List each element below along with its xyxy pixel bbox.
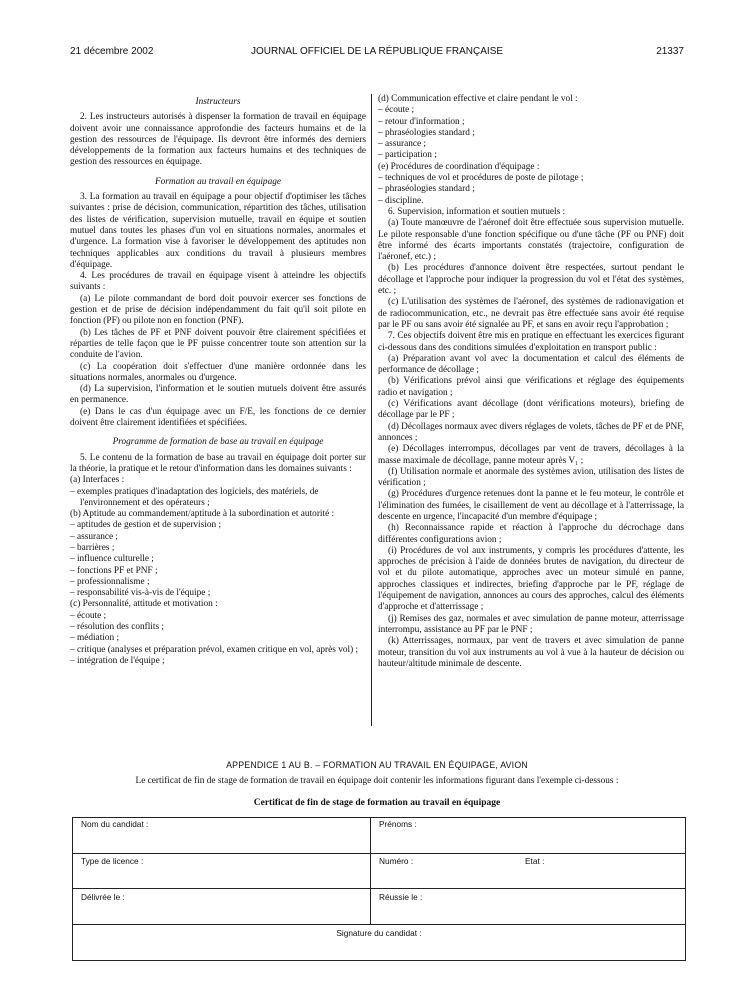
header-page-number: 21337: [656, 46, 684, 57]
paragraph-4e: (e) Dans le cas d'un équipage avec un F/E, les fonctions de ce dernier doivent être clairement identifiées et spécifiées.: [70, 406, 366, 429]
list-item: – responsabilité vis-à-vis de l'équipe ;: [70, 588, 211, 599]
form-row: [73, 818, 685, 853]
paragraph-7g: (g) Procédures d'urgence retenues dont la panne et le feu moteur, le contrôle et l'élimination des fumées, le cisaillement de vent au décollage et à l'atterrissage, la descente en urgence, l'incapacité d'un membre d'équipage ;: [378, 489, 684, 522]
list-a-title: (a) Interfaces :: [70, 475, 125, 486]
list-item: – assurance ;: [378, 139, 427, 150]
paragraph-5: 5. Le contenu de la formation de base au travail en équipage doit porter sur la théorie, la pratique et le retour d'information dans les domaines suivants :: [70, 452, 366, 474]
page-header: [70, 46, 684, 60]
paragraph-7j: (j) Remises des gaz, normales et avec simulation de panne moteur, atterrissage interrompu, assistance au PF par le PNF ;: [378, 613, 684, 635]
list-item: – fonctions PF et PNF ;: [70, 565, 158, 576]
appendix-intro: Le certificat de fin de stage de formation de travail en équipage doit contenir les informations figurant dans l'exemple ci-dessous :: [135, 776, 619, 786]
list-item: – phraséologies standard ;: [378, 127, 475, 138]
paragraph-4c: (c) La coopération doit s'effectuer d'une manière ordonnée dans les situations normales, anormales ou d'urgence.: [70, 361, 366, 383]
certificate-title: Certificat de fin de stage de formation au travail en équipage: [253, 798, 501, 808]
certificate-form: [72, 817, 686, 961]
list-item: – discipline.: [378, 195, 424, 206]
paragraph-7d: (d) Décollages normaux avec divers réglages de volets, tâches de PF et de PNF, annonces ;: [378, 421, 684, 443]
list-item: – écoute ;: [378, 105, 415, 116]
paragraph-4d: (d) La supervision, l'information et le soutien mutuels doivent être assurés en permanence.: [70, 384, 366, 406]
form-row: [73, 853, 685, 889]
paragraph-7c: (c) Vérifications avant décollage (dont vérifications moteurs), briefing de décollage par le PF ;: [378, 399, 684, 421]
label-etat: Etat :: [525, 856, 545, 866]
list-item: – intégration de l'équipe ;: [70, 655, 165, 666]
heading-instructeurs: Instructeurs: [195, 97, 241, 107]
list-item: – professionnalisme ;: [70, 576, 150, 587]
list-item: – assurance ;: [70, 531, 119, 542]
appendix-title: APPENDICE 1 AU B. – FORMATION AU TRAVAIL EN ÉQUIPAGE, AVION: [226, 760, 528, 770]
left-column: [70, 94, 366, 667]
label-signature-candidat: Signature du candidat :: [336, 928, 422, 938]
list-item: – phraséologies standard ;: [378, 184, 475, 195]
paragraph-2: 2. Les instructeurs autorisés à dispenser la formation de travail en équipage doivent avoir une connaissance approfondie des facteurs humains et de la gestion des ressources de l'équipage. Ils devront être informés des derniers développements de la formation aux facteurs humains et des techniques de gestion des ressources en équipage.: [70, 112, 366, 168]
paragraph-7h: (h) Reconnaissance rapide et réaction à l'approche du décrochage dans différentes configurations avion ;: [378, 523, 684, 545]
paragraph-6b: (b) Les procédures d'annonce doivent être respectées, surtout pendant le décollage et l'approche pour indiquer la progression du vol et l'état des systèmes, etc. ;: [378, 263, 684, 297]
list-item: – exemples pratiques d'inadaptation des logiciels, des matériels, de l'environnement et des opérateurs ;: [70, 486, 319, 508]
form-row: [73, 888, 685, 925]
label-reussie: Réussie le :: [379, 892, 423, 902]
label-delivree: Délivrée le :: [81, 892, 125, 902]
list-item: – résolution des conflits ;: [70, 622, 164, 633]
paragraph-4a: (a) Le pilote commandant de bord doit pouvoir exercer ses fonctions de gestion et de prise de décision indépendamment du fait qu'il soit pilote en fonction (PF) ou pilote non en fonction (PNF).: [70, 293, 366, 327]
paragraph-6a: (a) Toute manœuvre de l'aéronef doit être effectuée sous supervision mutuelle. Le pilote responsable d'une fonction spécifique ou d'une tâche (PF ou PNF) doit être informé des écarts importants constatés (trajectoire, configuration de l'aéronef, etc.) ;: [378, 218, 684, 263]
paragraph-6c: (c) L'utilisation des systèmes de l'aéronef, des systèmes de radionavigation et de radiocommunication, etc., ne devrait pas être effectuée sans avoir été requise par le PF ou sans avoir été signalée au PF, et sans en avoir reçu l'approbation ;: [378, 297, 684, 330]
list-c-title: (c) Personnalité, attitude et motivation :: [70, 599, 218, 610]
paragraph-7: 7. Ces objectifs doivent être mis en pratique en effectuant les exercices figurant ci-dessous dans des conditions simulées d'exploitation en transport public :: [378, 331, 684, 353]
paragraph-4b: (b) Les tâches de PF et PNF doivent pouvoir être clairement spécifiées et réparties de telle façon que le PF puisse concentrer toute son attention sur la conduite de l'avion.: [70, 327, 366, 361]
paragraph-7e: (e) Décollages interrompus, décollages par vent de travers, décollages à la masse maximale de décollage, panne moteur après V₁ ;: [378, 444, 684, 466]
label-prenoms: Prénoms :: [379, 819, 417, 829]
column-divider: [371, 94, 372, 726]
list-item: – médiation ;: [70, 633, 120, 644]
heading-formation: Formation au travail en équipage: [154, 176, 281, 187]
paragraph-7k: (k) Atterrissages, normaux, par vent de travers et avec simulation de panne moteur, transition du vol aux instruments au vol à vue à la hauteur de décision ou hauteur/altitude minimale de descente.: [378, 636, 684, 669]
list-item: – participation ;: [378, 150, 437, 161]
list-item: – retour d'information ;: [378, 116, 465, 127]
form-row: [73, 924, 685, 961]
list-item: – barrières ;: [70, 542, 115, 553]
label-type-licence: Type de licence :: [81, 856, 144, 866]
header-date: 21 décembre 2002: [70, 46, 154, 57]
paragraph-3: 3. La formation au travail en équipage a pour objectif d'optimiser les tâches suivantes : prise de décision, communication, répartition des tâches, utilisation des listes de vérification, supervision mutuelle, travail en équipe et soutien mutuel dans toutes les phases d'un vol en situations normales, anormales et d'urgence. La formation vise à favoriser le développement des aptitudes non techniques applicables aux conditions du travail à plusieurs membres d'équipage.: [70, 192, 366, 270]
paragraph-4: 4. Les procédures de travail en équipage visent à atteindre les objectifs suivants :: [70, 271, 366, 293]
header-journal-title: JOURNAL OFFICIEL DE LA RÉPUBLIQUE FRANÇAISE: [250, 46, 504, 57]
heading-programme: Programme de formation de base au travail en équipage: [112, 437, 324, 448]
list-item: – critique (analyses et préparation prévol, examen critique en vol, après vol) ;: [70, 644, 359, 655]
list-e-title: (e) Procédures de coordination d'équipage :: [378, 161, 540, 172]
paragraph-7b: (b) Vérifications prévol ainsi que vérifications et réglage des équipements radio et navigation ;: [378, 376, 684, 398]
label-numero: Numéro :: [379, 856, 414, 866]
list-item: – écoute ;: [70, 610, 107, 621]
right-column: [378, 94, 684, 670]
list-item: – techniques de vol et procédures de poste de pilotage ;: [378, 173, 584, 184]
list-item: – aptitudes de gestion et de supervision ;: [70, 520, 222, 531]
label-nom-candidat: Nom du candidat :: [81, 819, 149, 829]
list-item: – influence culturelle ;: [70, 554, 154, 565]
paragraph-7a: (a) Préparation avant vol avec la documentation et calcul des éléments de performance de décollage ;: [378, 353, 684, 376]
list-d-title: (d) Communication effective et claire pendant le vol :: [378, 94, 578, 104]
paragraph-6: 6. Supervision, information et soutien mutuels :: [388, 206, 566, 217]
paragraph-7f: (f) Utilisation normale et anormale des systèmes avion, utilisation des listes de vérification ;: [378, 466, 684, 489]
list-b-title: (b) Aptitude au commandement/aptitude à la subordination et autorité :: [70, 509, 335, 520]
paragraph-7i: (i) Procédures de vol aux instruments, y compris les procédures d'attente, les approches de précision à l'aide de données brutes de navigation, du directeur de vol et du pilote automatique, approches avec un moteur simulé en panne, approches classiques et indirectes, briefing d'approche par le PF, réglage de l'équipement de navigation, annonces au cours des approches, calcul des éléments d'approche et d'atterrissage ;: [378, 545, 684, 613]
